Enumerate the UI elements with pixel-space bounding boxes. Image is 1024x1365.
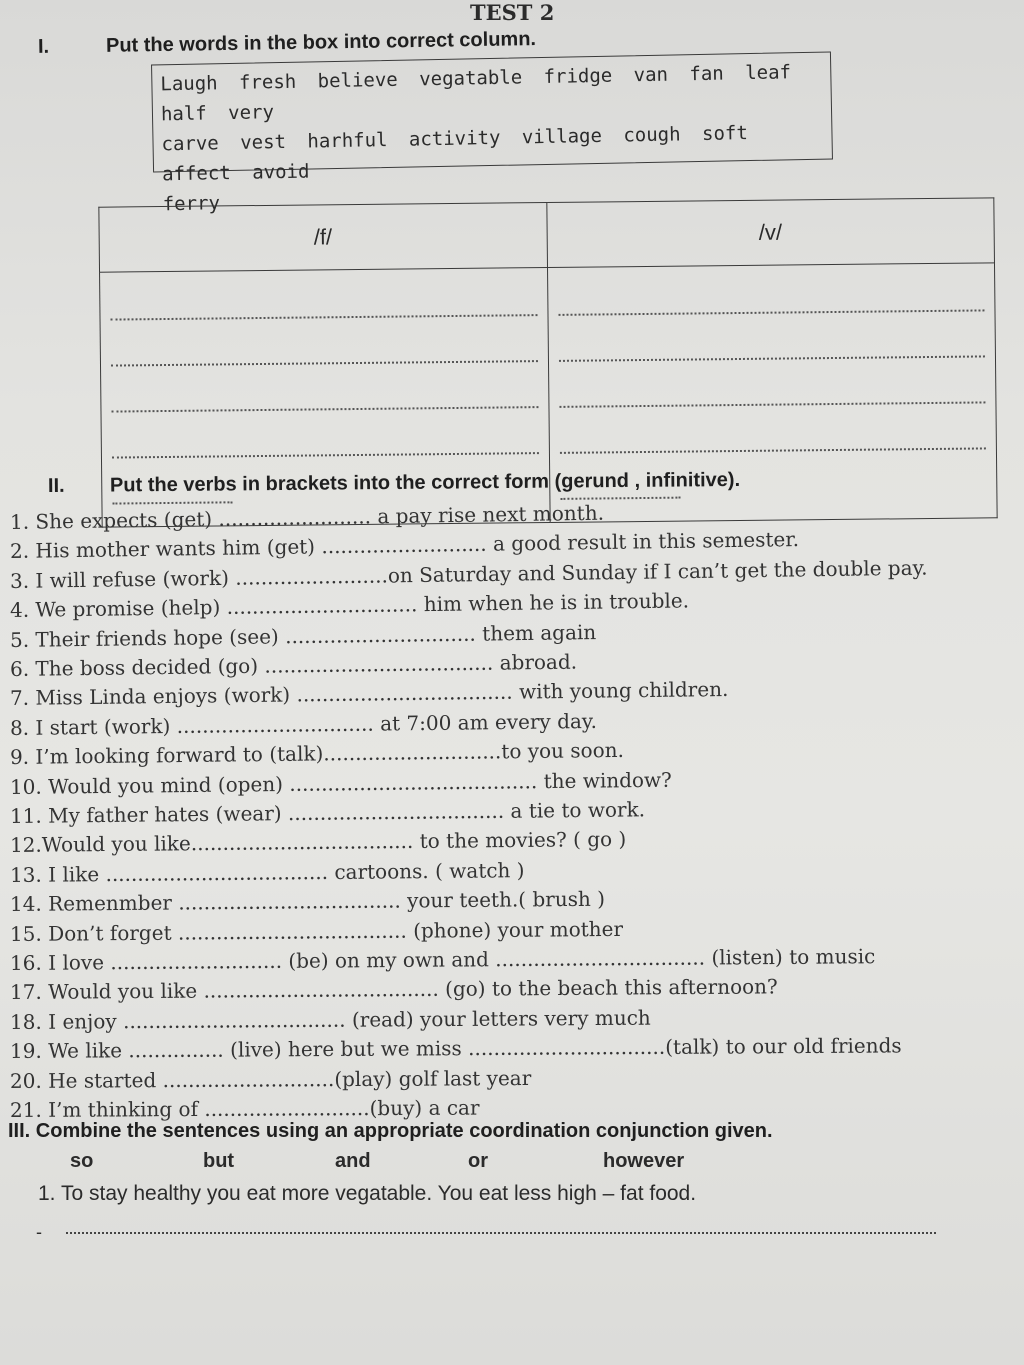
answer-blank[interactable]: ........................	[235, 563, 389, 590]
conjunction-option: and	[335, 1150, 371, 1172]
section1-heading	[38, 28, 536, 59]
exercise-item	[10, 555, 928, 592]
word: van	[633, 63, 669, 87]
section3-heading	[8, 1120, 773, 1143]
section2-instruction: Put the verbs in brackets into the correct form (gerund , infinitive).	[109, 468, 741, 497]
exercise-prompt: 16. I love	[9, 950, 111, 975]
exercise-continuation: on Saturday and Sunday if I can’t get the double pay.	[387, 555, 928, 588]
answer-line[interactable]	[559, 367, 986, 407]
word: carve	[161, 132, 219, 156]
answer-blank[interactable]: ...................................	[190, 829, 414, 856]
word: half	[160, 102, 207, 126]
answer-blank[interactable]: ..................................	[287, 798, 505, 826]
exercise-continuation: a tie to work.	[504, 797, 646, 823]
exercise-prompt: 3. I will refuse (work)	[9, 565, 236, 593]
exercise-prompt: 11. My father hates (wear)	[9, 801, 289, 828]
word: fresh	[238, 70, 297, 94]
answer-blank[interactable]: ..........................	[204, 1096, 370, 1121]
answer-blank[interactable]: ...............................	[176, 711, 374, 738]
exercise-item	[10, 1034, 902, 1064]
answer-blank[interactable]: ...................................	[122, 1007, 346, 1034]
answer-blank[interactable]: ....................................	[264, 650, 494, 678]
conjunction-option: or	[468, 1150, 488, 1172]
exercise-prompt: 7. Miss Linda enjoys (work)	[9, 682, 297, 711]
exercise-item	[10, 527, 799, 563]
section1-instruction: Put the words in the box into correct column.	[105, 28, 537, 57]
answer-blank[interactable]: ........................	[218, 504, 372, 531]
conjunction-option: but	[203, 1150, 235, 1172]
answer-blank[interactable]: ............................	[323, 739, 502, 766]
exercise-prompt: 12.Would you like	[9, 831, 191, 858]
exercise-prompt: 21. I’m thinking of	[9, 1096, 205, 1122]
exercise-continuation: him when he is in trouble.	[417, 588, 690, 617]
section1-number: I.	[37, 35, 50, 58]
exercise-item	[10, 709, 597, 740]
exercise-prompt: 9. I’m looking forward to (talk)	[9, 741, 324, 770]
answer-line[interactable]	[112, 418, 539, 458]
word: cough	[623, 123, 681, 147]
word: believe	[317, 68, 398, 93]
answer-blank[interactable]: ...............	[128, 1037, 224, 1063]
exercise-prompt: 8. I start (work)	[9, 713, 177, 740]
exercise-continuation: the window?	[537, 767, 672, 793]
exercise-item	[10, 797, 645, 828]
exercise-continuation: (live) here but we miss	[223, 1036, 469, 1062]
word-box	[151, 51, 833, 216]
word: village	[521, 124, 603, 149]
exercise-continuation: at 7:00 am every day.	[373, 708, 597, 736]
exercise-item	[10, 1066, 531, 1093]
answer-blank[interactable]: ..................................	[296, 680, 513, 707]
word: Laugh	[160, 72, 218, 96]
exercise-continuation: to you soon.	[501, 738, 625, 764]
exercise-item	[10, 887, 605, 916]
exercise-continuation: abroad.	[493, 649, 578, 675]
exercise-item	[10, 1005, 651, 1033]
word: vest	[239, 130, 287, 154]
answer-blank[interactable]: ...........................	[162, 1066, 335, 1092]
exercise-item	[10, 916, 623, 945]
exercise-prompt: 6. The boss decided (go)	[9, 653, 265, 681]
section2-number: II.	[47, 474, 65, 498]
word: harhful	[307, 129, 388, 153]
answer-line[interactable]	[66, 1232, 936, 1234]
exercise-continuation: (go) to the beach this afternoon?	[438, 974, 778, 1002]
exercise-item	[10, 767, 672, 798]
exercise-continuation: (listen) to music	[704, 944, 876, 970]
word: activity	[408, 126, 501, 151]
word: ferry	[162, 192, 221, 216]
answer-line[interactable]	[110, 280, 537, 320]
word: soft	[701, 122, 748, 145]
column-v-header: /v/	[546, 198, 994, 268]
answer-line[interactable]	[111, 326, 538, 366]
answer-dash: -	[36, 1222, 42, 1242]
exercise-continuation: (play) golf last year	[334, 1065, 532, 1091]
column-f-header: /f/	[99, 203, 547, 273]
exercise-item	[10, 501, 604, 534]
answer-line[interactable]	[558, 275, 985, 315]
answer-blank[interactable]: ..........................	[321, 532, 487, 559]
exercise-continuation: (read) your letters very much	[345, 1005, 651, 1032]
exercise-item	[10, 589, 689, 623]
answer-blank[interactable]: ...........................	[110, 948, 283, 975]
word: affect	[161, 162, 231, 186]
exercise-item	[10, 944, 875, 975]
word: fan	[689, 62, 724, 86]
answer-blank[interactable]: ...................................	[178, 888, 401, 915]
conjunction-option: however	[603, 1150, 685, 1172]
word: fridge	[543, 64, 613, 89]
conjunction-option: so	[70, 1150, 94, 1172]
exercise-item	[10, 650, 577, 681]
word: very	[227, 101, 275, 125]
exercise-item	[10, 975, 778, 1005]
exercise-continuation: cartoons. ( watch )	[327, 857, 525, 884]
exercise-prompt: 13. I like	[9, 861, 106, 887]
answer-blank[interactable]: .................................	[495, 945, 706, 972]
exercise-prompt: 18. I enjoy	[9, 1009, 124, 1034]
exercise-continuation: (talk) to our old friends	[665, 1033, 902, 1060]
section3-instruction: Combine the sentences using an appropriate coordination conjunction given.	[35, 1120, 773, 1142]
section3-number: III.	[8, 1120, 31, 1142]
answer-blank[interactable]: ..............................	[226, 592, 418, 620]
test-title: TEST 2	[470, 0, 555, 25]
exercise-prompt: 5. Their friends hope (see)	[9, 623, 286, 652]
exercise-prompt: 10. Would you mind (open)	[9, 771, 290, 799]
answer-blank[interactable]: .....................................	[203, 977, 439, 1003]
exercise-item	[10, 1096, 480, 1122]
exercise-prompt: 17. Would you like	[9, 978, 204, 1005]
answer-line[interactable]	[111, 372, 538, 412]
exercise-prompt: 4. We promise (help)	[9, 595, 227, 623]
exercise-continuation: to the movies? ( go )	[413, 827, 627, 854]
exercise-prompt: 20. He started	[9, 1067, 163, 1093]
exercise-continuation: them again	[475, 619, 597, 646]
exercise-item	[10, 677, 729, 710]
section3-question-1: 1. To stay healthy you eat more vegatable. You eat less high – fat food.	[38, 1182, 697, 1205]
answer-blank[interactable]: ....................................	[177, 918, 407, 945]
answer-blank[interactable]: .......................................	[289, 768, 538, 796]
exercise-continuation: a pay rise next month.	[370, 500, 605, 529]
exercise-item	[10, 827, 626, 857]
exercise-prompt: 1. She expects (get)	[9, 506, 219, 534]
exercise-continuation: a good result in this semester.	[486, 527, 800, 557]
exercise-item	[10, 738, 624, 769]
exercise-prompt: 2. His mother wants him (get)	[9, 534, 322, 564]
answer-blank[interactable]: ...................................	[105, 859, 329, 886]
word: vegatable	[418, 66, 523, 91]
exercise-prompt: 14. Remenmber	[9, 890, 179, 917]
exercise-item	[10, 620, 597, 652]
answer-blank[interactable]: ...............................	[468, 1035, 666, 1061]
word: leaf	[744, 61, 792, 85]
exercise-item	[10, 858, 525, 887]
exercise-prompt: 19. We like	[9, 1038, 129, 1064]
exercise-continuation: (be) on my own and	[281, 947, 496, 973]
exercise-prompt: 15. Don’t forget	[9, 920, 179, 946]
exercise-continuation: (phone) your mother	[406, 916, 624, 943]
exercise-continuation: with young children.	[512, 677, 729, 705]
exercise-continuation: (buy) a car	[369, 1095, 480, 1121]
answer-line[interactable]	[559, 413, 986, 453]
answer-blank[interactable]: ..............................	[284, 621, 476, 648]
exercise-continuation: your teeth.( brush )	[400, 886, 606, 913]
word: avoid	[252, 160, 310, 184]
answer-line[interactable]	[558, 321, 985, 361]
